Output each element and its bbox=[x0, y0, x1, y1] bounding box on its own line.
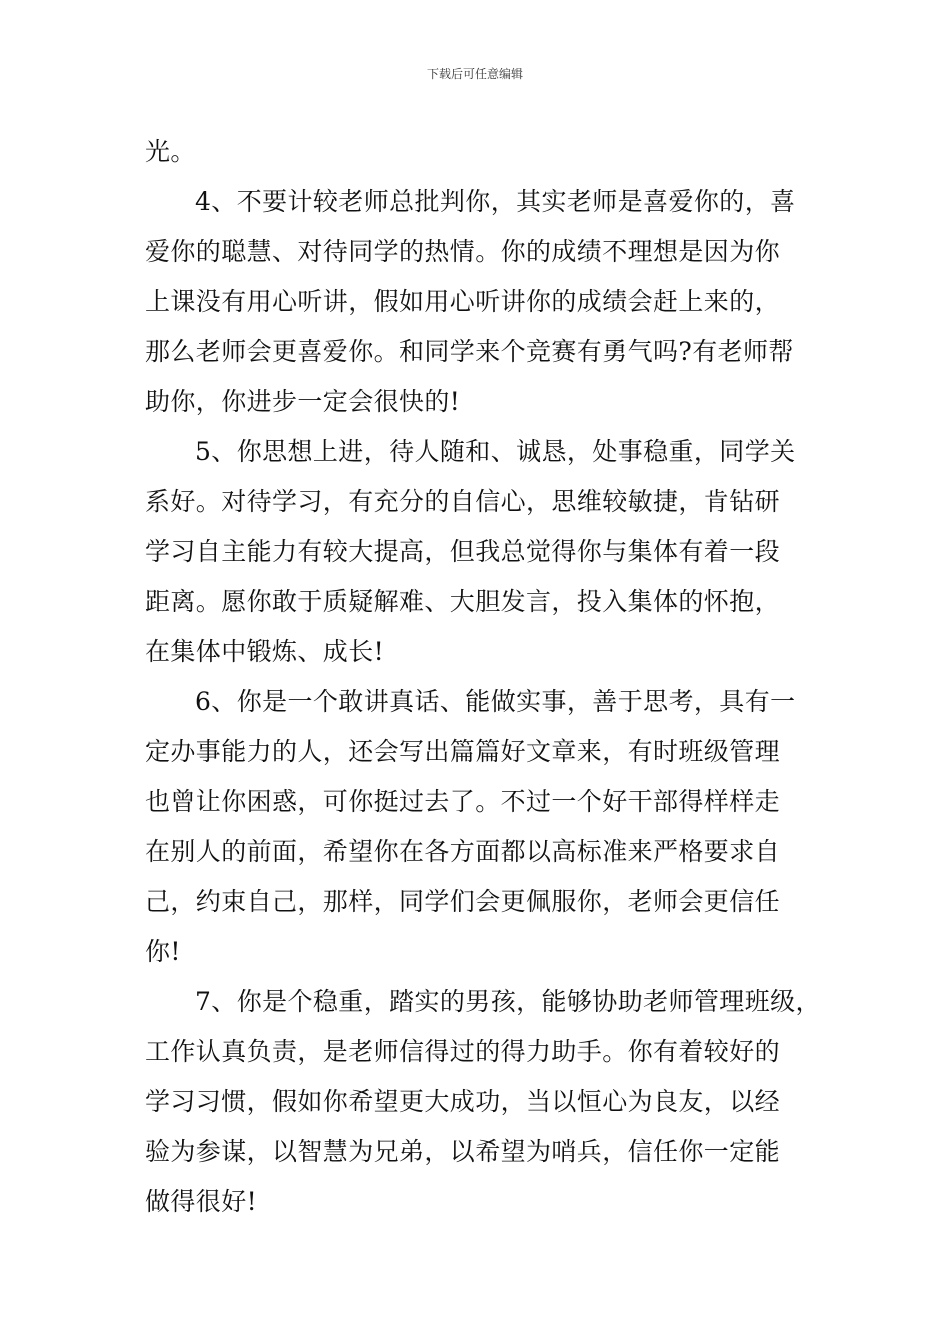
page-header: 下载后可任意编辑 bbox=[426, 67, 523, 81]
document-body bbox=[145, 127, 821, 1227]
text-line: 在集体中锻炼、成长! bbox=[145, 637, 385, 666]
text-line: 系好。对待学习，有充分的自信心，思维较敏捷，肯钻研 bbox=[145, 487, 781, 516]
paragraph-6-start: 6、你是一个敢讲真话、能做实事，善于思考，具有一 bbox=[195, 687, 796, 716]
text-line: 助你，你进步一定会很快的! bbox=[145, 387, 461, 416]
text-line: 在别人的前面，希望你在各方面都以高标准来严格要求自 bbox=[145, 837, 781, 866]
paragraph-7-start: 7、你是个稳重，踏实的男孩，能够协助老师管理班级， bbox=[195, 987, 821, 1016]
text-line: 那么老师会更喜爱你。和同学来个竞赛有勇气吗?有老师帮 bbox=[145, 337, 794, 366]
text-line: 距离。愿你敢于质疑解难、大胆发言，投入集体的怀抱， bbox=[145, 587, 781, 616]
paragraph-5-start: 5、你思想上进，待人随和、诚恳，处事稳重，同学关 bbox=[195, 437, 796, 466]
text-line: 工作认真负责，是老师信得过的得力助手。你有着较好的 bbox=[145, 1037, 781, 1066]
text-line: 你! bbox=[145, 937, 181, 966]
text-line: 定办事能力的人，还会写出篇篇好文章来，有时班级管理 bbox=[145, 737, 781, 766]
text-line: 光。 bbox=[145, 137, 196, 166]
text-line: 己，约束自己，那样，同学们会更佩服你，老师会更信任 bbox=[145, 887, 781, 916]
text-line: 验为参谋，以智慧为兄弟，以希望为哨兵，信任你一定能 bbox=[145, 1137, 781, 1166]
text-line: 也曾让你困惑，可你挺过去了。不过一个好干部得样样走 bbox=[145, 787, 781, 816]
paragraph-4-start: 4、不要计较老师总批判你，其实老师是喜爱你的，喜 bbox=[195, 187, 796, 216]
text-line: 学习自主能力有较大提高，但我总觉得你与集体有着一段 bbox=[145, 537, 781, 566]
text-line: 学习习惯，假如你希望更大成功，当以恒心为良友，以经 bbox=[145, 1087, 781, 1116]
text-line: 上课没有用心听讲，假如用心听讲你的成绩会赶上来的， bbox=[145, 287, 781, 316]
text-line: 做得很好! bbox=[145, 1187, 258, 1216]
text-line: 爱你的聪慧、对待同学的热情。你的成绩不理想是因为你 bbox=[145, 237, 781, 266]
